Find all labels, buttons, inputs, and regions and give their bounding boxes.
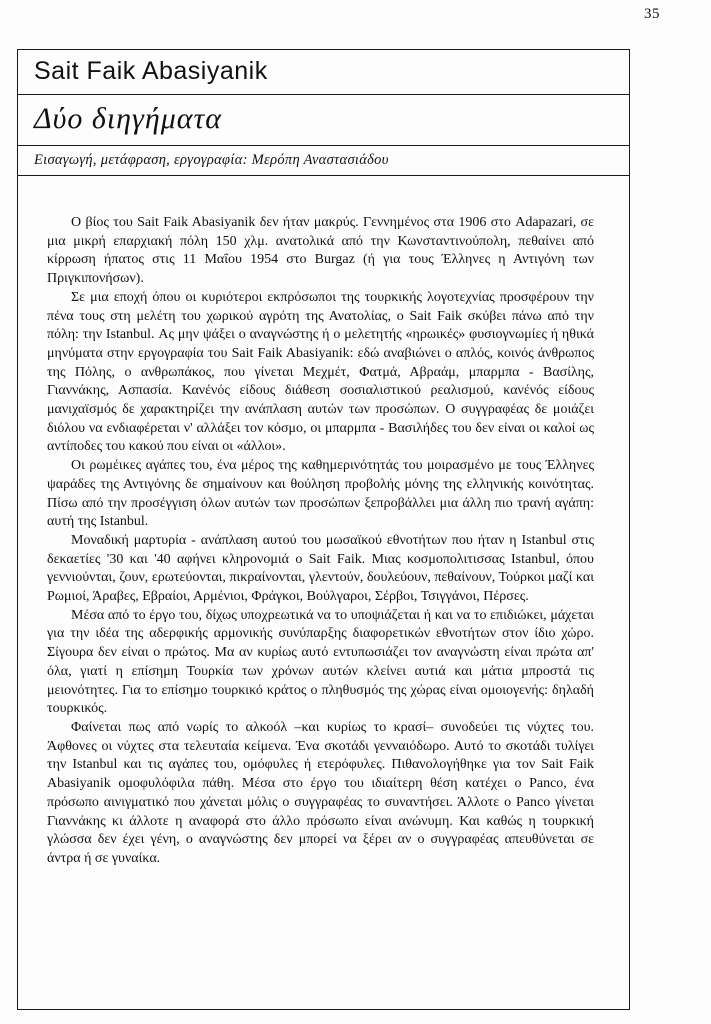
article-title: Δύο διηγήματα	[18, 95, 629, 146]
page-number: 35	[644, 6, 660, 22]
paragraph: Μοναδική μαρτυρία - ανάπλαση αυτού του μωσαϊκού εθνοτήτων που ήταν η Istanbul στις δεκαετίες '30 και '40 αφήνει κληρονομιά ο Sait Faik. Μιας κοσμοπολιτισσας Istanbul, όπου γεννιούνται, ζουν, ερωτεύονται, πικραίνονται, γλεντούν, δουλεύουν, πεθαίνουν, Τούρκοι μαζί και Ρωμιοί, Άραβες, Εβραίοι, Αρμένιοι, Φράγκοι, Βούλγαροι, Σέρβοι, Τσιγγάνοι, Πέρσες.	[47, 532, 594, 605]
paragraph: Σε μια εποχή όπου οι κυριότεροι εκπρόσωποι της τουρκικής λογοτεχνίας προσφέρουν την πένα τους στη μελέτη του χωρικού αγρότη της Ανατολίας, ο Sait Faik σκύβει πάνω από την πόλη: την Istanbul. Ας μην ψάξει ο αναγνώστης ή ο μελετητής «ηρωικές» φυσιογνωμίες ή ηθικά μηνύματα στην εργογραφία του Sait Faik Abasiyanik: εδώ αναβιώνει ο απλός, κοινός άνθρωπος της Πόλης, ο ανθρωπάκος, που γίνεται Μεχμέτ, Φατμά, Αβραάμ, μπαρμπα - Βασίλης, Γιαννάκης, Ασπασία. Κανένός είδους διάθεση σοσιαλιστικού ρεαλισμού, κανένός είδους μανιχαϊσμός δε χαρακτηρίζει την ανάπλαση αυτών των προσώπων. Ο συγγραφέας δε μοιάζει διόλου να ενδιαφέρεται ν' αλλάξει τον κόσμο, οι μπαρμπα - Βασιλήδες του δεν είναι οι καλοί ως αντίποδες του κακού που είναι οι «άλλοι».	[47, 289, 594, 455]
paragraph: Οι ρωμέικες αγάπες του, ένα μέρος της καθημερινότητάς του μοιρασμένο με τους Έλληνες ψαράδες της Αντιγόνης δε σημαίνουν και θούληση προβολής μόνης της ελληνικής κοινότητας. Πίσω από την προσέγγιση όλων αυτών των προσώπων ξεπροβάλλει μια άλλη πιο τρανή αγάπη: αυτή της Istanbul.	[47, 458, 594, 530]
paragraph: Ο βίος του Sait Faik Abasiyanik δεν ήταν μακρύς. Γεννημένος στα 1906 στο Adapazari, σε μια μικρή επαρχιακή πόλη 150 χλμ. ανατολικά από την Κωνσταντινούπολη, πεθαίνει από κίρρωση ήπατος στις 11 Μαΐου 1954 στο Burgaz (ή για τους Έλληνες η Αντιγόνη των Πριγκιπονήσων).	[47, 215, 594, 287]
credits-line: Εισαγωγή, μετάφραση, εργογραφία: Μερόπη Αναστασιάδου	[18, 146, 629, 176]
author-name: Sait Faik Abasiyanik	[18, 50, 629, 95]
article-body	[47, 214, 594, 869]
paragraph: Μέσα από το έργο του, δίχως υποχρεωτικά να το υποψιάζεται ή και να το επιδιώκει, μάχεται για την ιδέα της αδερφικής αρμονικής συνύπαρξης διαφορετικών εθνοτήτων στον ίδιο χώρο. Σίγουρα δεν είναι ο πρώτος. Μα αν κυρίως αυτό εντυπωσιάζει τον αναγνώστη είναι πρώτα απ' όλα, γιατί η επίσημη Τουρκία των χρόνων αυτών κλείνει αυτιά και μάτια μπροστά τις μειονότητες. Για το επίσημο τουρκικό κράτος ο πληθυσμός της χώρας είναι ομοιογενής: δηλαδή τουρκικός.	[47, 607, 594, 717]
paragraph: Φαίνεται πως από νωρίς το αλκοόλ –και κυρίως το κρασί– συνοδεύει τις νύχτες του. Άφθονες οι νύχτες στα τελευταία κείμενα. Ένα σκοτάδι γενναιόδωρο. Αυτό το σκοτάδι τυλίγει την Istanbul και τις αγάπες του, ομόφυλες ή ετερόφυλες. Πιθανολογήθηκε για τον Sait Faik Abasiyanik ομοφυλόφιλα πάθη. Μέσα στο έργο του ιδιαίτερη θέση κατέχει ο Panco, ένα πρόσωπο αινιγματικό που χάνεται μόλις ο συγγραφέας το συναντήσει. Άλλοτε ο Panco γίνεται Γιαννάκης κι άλλοτε η αναφορά στο άλλο πρόσωπο είναι ανώνυμη. Και καθώς η τουρκική γλώσσα δεν έχει γένη, ο αναγνώστης δεν μπορεί να ξέρει αν ο συγγραφέας απευθύνεται σε άντρα ή σε γυναίκα.	[47, 719, 594, 866]
